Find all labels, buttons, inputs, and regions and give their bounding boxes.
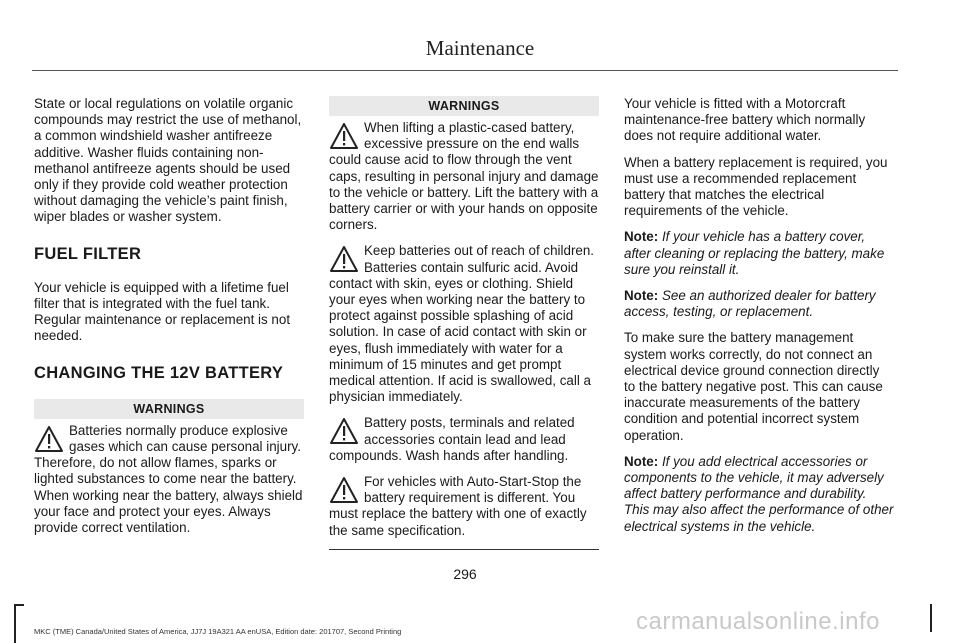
battery-heading: CHANGING THE 12V BATTERY: [34, 363, 284, 382]
warning-text: Keep batteries out of reach of children. Batteries contain sulfuric acid. Avoid contact with skin, eyes or clothing. Shield your eyes when working near the battery to protect against possible splashing of acid solution. In case of acid contact with skin or eyes, flush immediately with water for a minimum of 15 minutes and get prompt medical attention. If acid is swallowed, call a physician immediately.: [329, 243, 595, 405]
watermark: carmanualsonline.info: [636, 608, 880, 635]
note-text: If your vehicle has a battery cover, after cleaning or replacing the battery, make sure you reinstall it.: [624, 229, 885, 277]
note-label: Note:: [624, 288, 659, 304]
warning-text: For vehicles with Auto-Start-Stop the battery requirement is different. You must replace the battery with one of exactly the same specification.: [329, 474, 587, 538]
warning-triangle-icon: [329, 476, 361, 506]
warning-triangle-icon: [329, 245, 361, 275]
battery-info-paragraph: Your vehicle is fitted with a Motorcraft maintenance-free battery which normally does not require additional water.: [624, 96, 866, 144]
note-paragraph: [624, 229, 894, 278]
warning-text: Battery posts, terminals and related accessories contain lead and lead compounds. Wash hands after handling.: [329, 415, 575, 463]
edition-footer: MKC (TME) Canada/United States of America, JJ7J 19A321 AA enUSA, Edition date: 201707, Second Printing: [34, 627, 402, 636]
note-label: Note:: [624, 453, 659, 469]
page-number: 296: [453, 566, 477, 582]
column-1: [34, 96, 304, 546]
warning-text: When lifting a plastic-cased battery, excessive pressure on the end walls could cause acid to flow through the vent caps, resulting in personal injury and damage to the vehicle or battery. Lift the battery with a battery carrier or with your hands on opposite corners.: [329, 120, 599, 233]
fuel-filter-heading: FUEL FILTER: [34, 244, 142, 263]
crop-mark: [930, 604, 932, 632]
warnings-end-rule: [329, 549, 599, 550]
crop-mark: [14, 604, 16, 643]
warning-triangle-icon: [329, 122, 361, 152]
column-3: [624, 96, 894, 545]
fuel-filter-paragraph: Your vehicle is equipped with a lifetime fuel filter that is integrated with the fuel tank. Regular maintenance or replacement is not needed.: [34, 279, 291, 344]
note-paragraph: [624, 454, 894, 535]
battery-replacement-paragraph: When a battery replacement is required, you must use a recommended replacement battery that matches the electrical requirements of the vehicle.: [624, 154, 888, 219]
warning-block: [329, 474, 599, 539]
warning-triangle-icon: [329, 417, 361, 447]
note-label: Note:: [624, 229, 659, 245]
crop-mark: [14, 604, 24, 606]
warning-block: [329, 415, 599, 464]
battery-management-paragraph: To make sure the battery management system works correctly, do not connect an electrical device ground connection directly to the battery negative post. This can cause inaccurate measurements of the battery condition and potential incorrect system operation.: [624, 330, 883, 443]
note-text: If you add electrical accessories or components to the vehicle, it may adversely affect battery performance and durability. This may also affect the performance of other electrical systems in the vehicle.: [624, 453, 894, 534]
warning-block: [329, 243, 599, 405]
washer-fluid-paragraph: State or local regulations on volatile organic compounds may restrict the use of methanol, a common windshield washer antifreeze additive. Washer fluids containing non-methanol antifreeze agents should be used only if they provide cold weather protection without damaging the vehicle’s paint finish, wiper blades or washer system.: [34, 96, 302, 225]
page-title: Maintenance: [425, 36, 535, 60]
warning-text: Batteries normally produce explosive gases which can cause personal injury. Therefore, do not allow flames, sparks or lighted substances to come near the battery. When working near the battery, always shield your face and protect your eyes. Always provide correct ventilation.: [34, 422, 303, 536]
warning-block: [329, 120, 599, 233]
warning-block: [34, 423, 304, 536]
note-text: See an authorized dealer for battery access, testing, or replacement.: [624, 288, 876, 320]
warning-triangle-icon: [34, 425, 66, 455]
warnings-heading: WARNINGS: [329, 96, 599, 116]
note-paragraph: [624, 288, 894, 320]
column-2: [329, 96, 599, 550]
warnings-heading: WARNINGS: [34, 399, 304, 419]
header-rule: [32, 70, 898, 71]
